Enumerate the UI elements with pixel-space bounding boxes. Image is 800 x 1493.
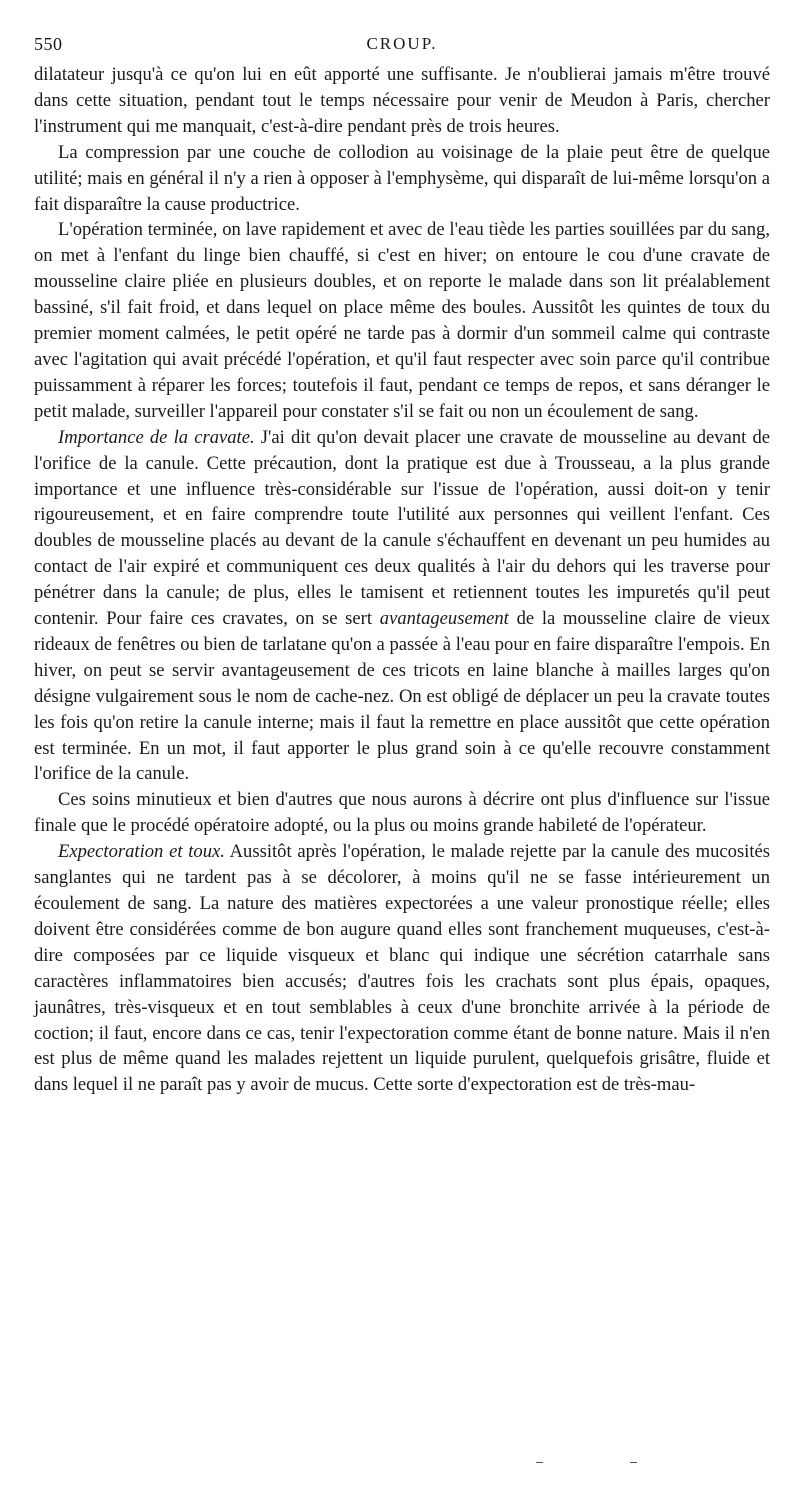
- paragraph-text: J'ai dit qu'on devait placer une cravate de mousseline au devant de l'orifice de la canule. Cette précaution, dont la pratique est due à Trousseau, a la plus grande importance et une influence très-considérable sur l'issue de l'opération, aussi doit-on y tenir rigoureusement, et en faire comprendre toute l'utilité aux personnes qui veillent l'enfant. Ces doubles de mousseline placés au devant de la canule s'échauffent en devenant un peu humides au contact de l'air expiré et communiquent ces deux qualités à l'air du dehors qui les traverse pour pénétrer dans la canule; de plus, elles le tamisent et retiennent toutes les impuretés qu'il peut contenir. Pour faire ces cravates, on se sert: [34, 426, 770, 630]
- emphasis-word: avantageusement: [379, 608, 509, 630]
- section-heading: Expectoration et toux.: [58, 841, 225, 863]
- paragraph-expectoration: [34, 839, 770, 1098]
- section-heading: Importance de la cravate.: [58, 426, 255, 448]
- running-title: CROUP.: [366, 34, 438, 53]
- paragraph-care: [34, 787, 770, 839]
- paragraph-cravate: [34, 425, 770, 788]
- paragraph-text: dilatateur jusqu'à ce qu'on lui en eût apporté une suffisante. Je n'oublierai jamais m'être trouvé dans cette situation, pendant tout le temps nécessaire pour venir de Meudon à Paris, chercher l'instrument qui me manquait, c'est-à-dire pendant près de trois heures.: [34, 64, 770, 137]
- footer-marks: [0, 1462, 800, 1466]
- paragraph-continued: [34, 62, 770, 140]
- paragraph-aftercare: [34, 217, 770, 424]
- paragraph-text: La compression par une couche de collodion au voisinage de la plaie peut être de quelque utilité; mais en général il n'y a rien à opposer à l'emphysème, qui disparaît de lui-même lorsqu'on a fait disparaître la cause productrice.: [34, 141, 770, 215]
- page-header: [34, 34, 770, 56]
- paragraph-emphysema: [34, 140, 770, 218]
- paragraph-text: Aussitôt après l'opération, le malade rejette par la canule des mucosités sanglantes qui ne tardent pas à se décolorer, à moins qu'il ne se fasse intérieurement un écoulement de sang. La nature des matières expectorées a une valeur pronostique réelle; elles doivent être considérées comme de bon augure quand elles sont franchement muqueuses, c'est-à-dire composées par ce liquide visqueux et blanc qui indique une sécrétion catarrhale sans caractères inflammatoires bien accusés; d'autres fois les crachats sont plus épais, opaques, jaunâtres, très-visqueux et en tout semblables à ceux d'une bronchite arrivée à la période de coction; il faut, encore dans ce cas, tenir l'expectoration comme étant de bonne nature. Mais il n'en est plus de même quand les malades rejettent un liquide purulent, quelquefois grisâtre, fluide et dans lequel il ne paraît pas y avoir de mucus. Cette sorte d'expectoration est de très-mau-: [34, 841, 771, 1096]
- paragraph-text: L'opération terminée, on lave rapidement et avec de l'eau tiède les parties souillées par du sang, on met à l'enfant du linge bien chauffé, si c'est en hiver; on entoure le cou d'une cravate de mousseline claire pliée en plusieurs doubles, et on reporte le malade dans son lit préalablement bassiné, s'il fait froid, et dans lequel on place même des boules. Aussitôt les quintes de toux du premier moment calmées, le petit opéré ne tarde pas à dormir d'un sommeil calme qui contraste avec l'agitation qui avait précédé l'opération, et qu'il faut respecter avec soin parce qu'il contribue puissamment à réparer les forces; toutefois il faut, pendant ce temps de repos, et sans déranger le petit malade, surveiller l'appareil pour constater s'il se fait ou non un écoulement de sang.: [34, 219, 770, 422]
- scan-mark: [536, 1462, 543, 1463]
- scan-mark: [630, 1462, 637, 1463]
- paragraph-text-after: de la mousseline claire de vieux rideaux de fenêtres ou bien de tarlatane qu'on a passée à l'eau pour en faire disparaître l'empois. En hiver, on peut se servir avantageusement de ces tricots en laine blanche à mailles larges qu'on désigne vulgairement sous le nom de cache-nez. On est obligé de déplacer un peu la cravate toutes les fois qu'on retire la canule interne; mais il faut la remettre en place aussitôt que cette opération est terminée. En un mot, il faut apporter le plus grand soin à ce qu'elle recouvre constamment l'orifice de la canule.: [34, 608, 770, 785]
- body-text: [34, 62, 770, 1098]
- page-number: 550: [34, 34, 63, 54]
- paragraph-text: Ces soins minutieux et bien d'autres que nous aurons à décrire ont plus d'influence sur l'issue finale que le procédé opératoire adopté, ou la plus ou moins grande habileté de l'opérateur.: [34, 789, 770, 837]
